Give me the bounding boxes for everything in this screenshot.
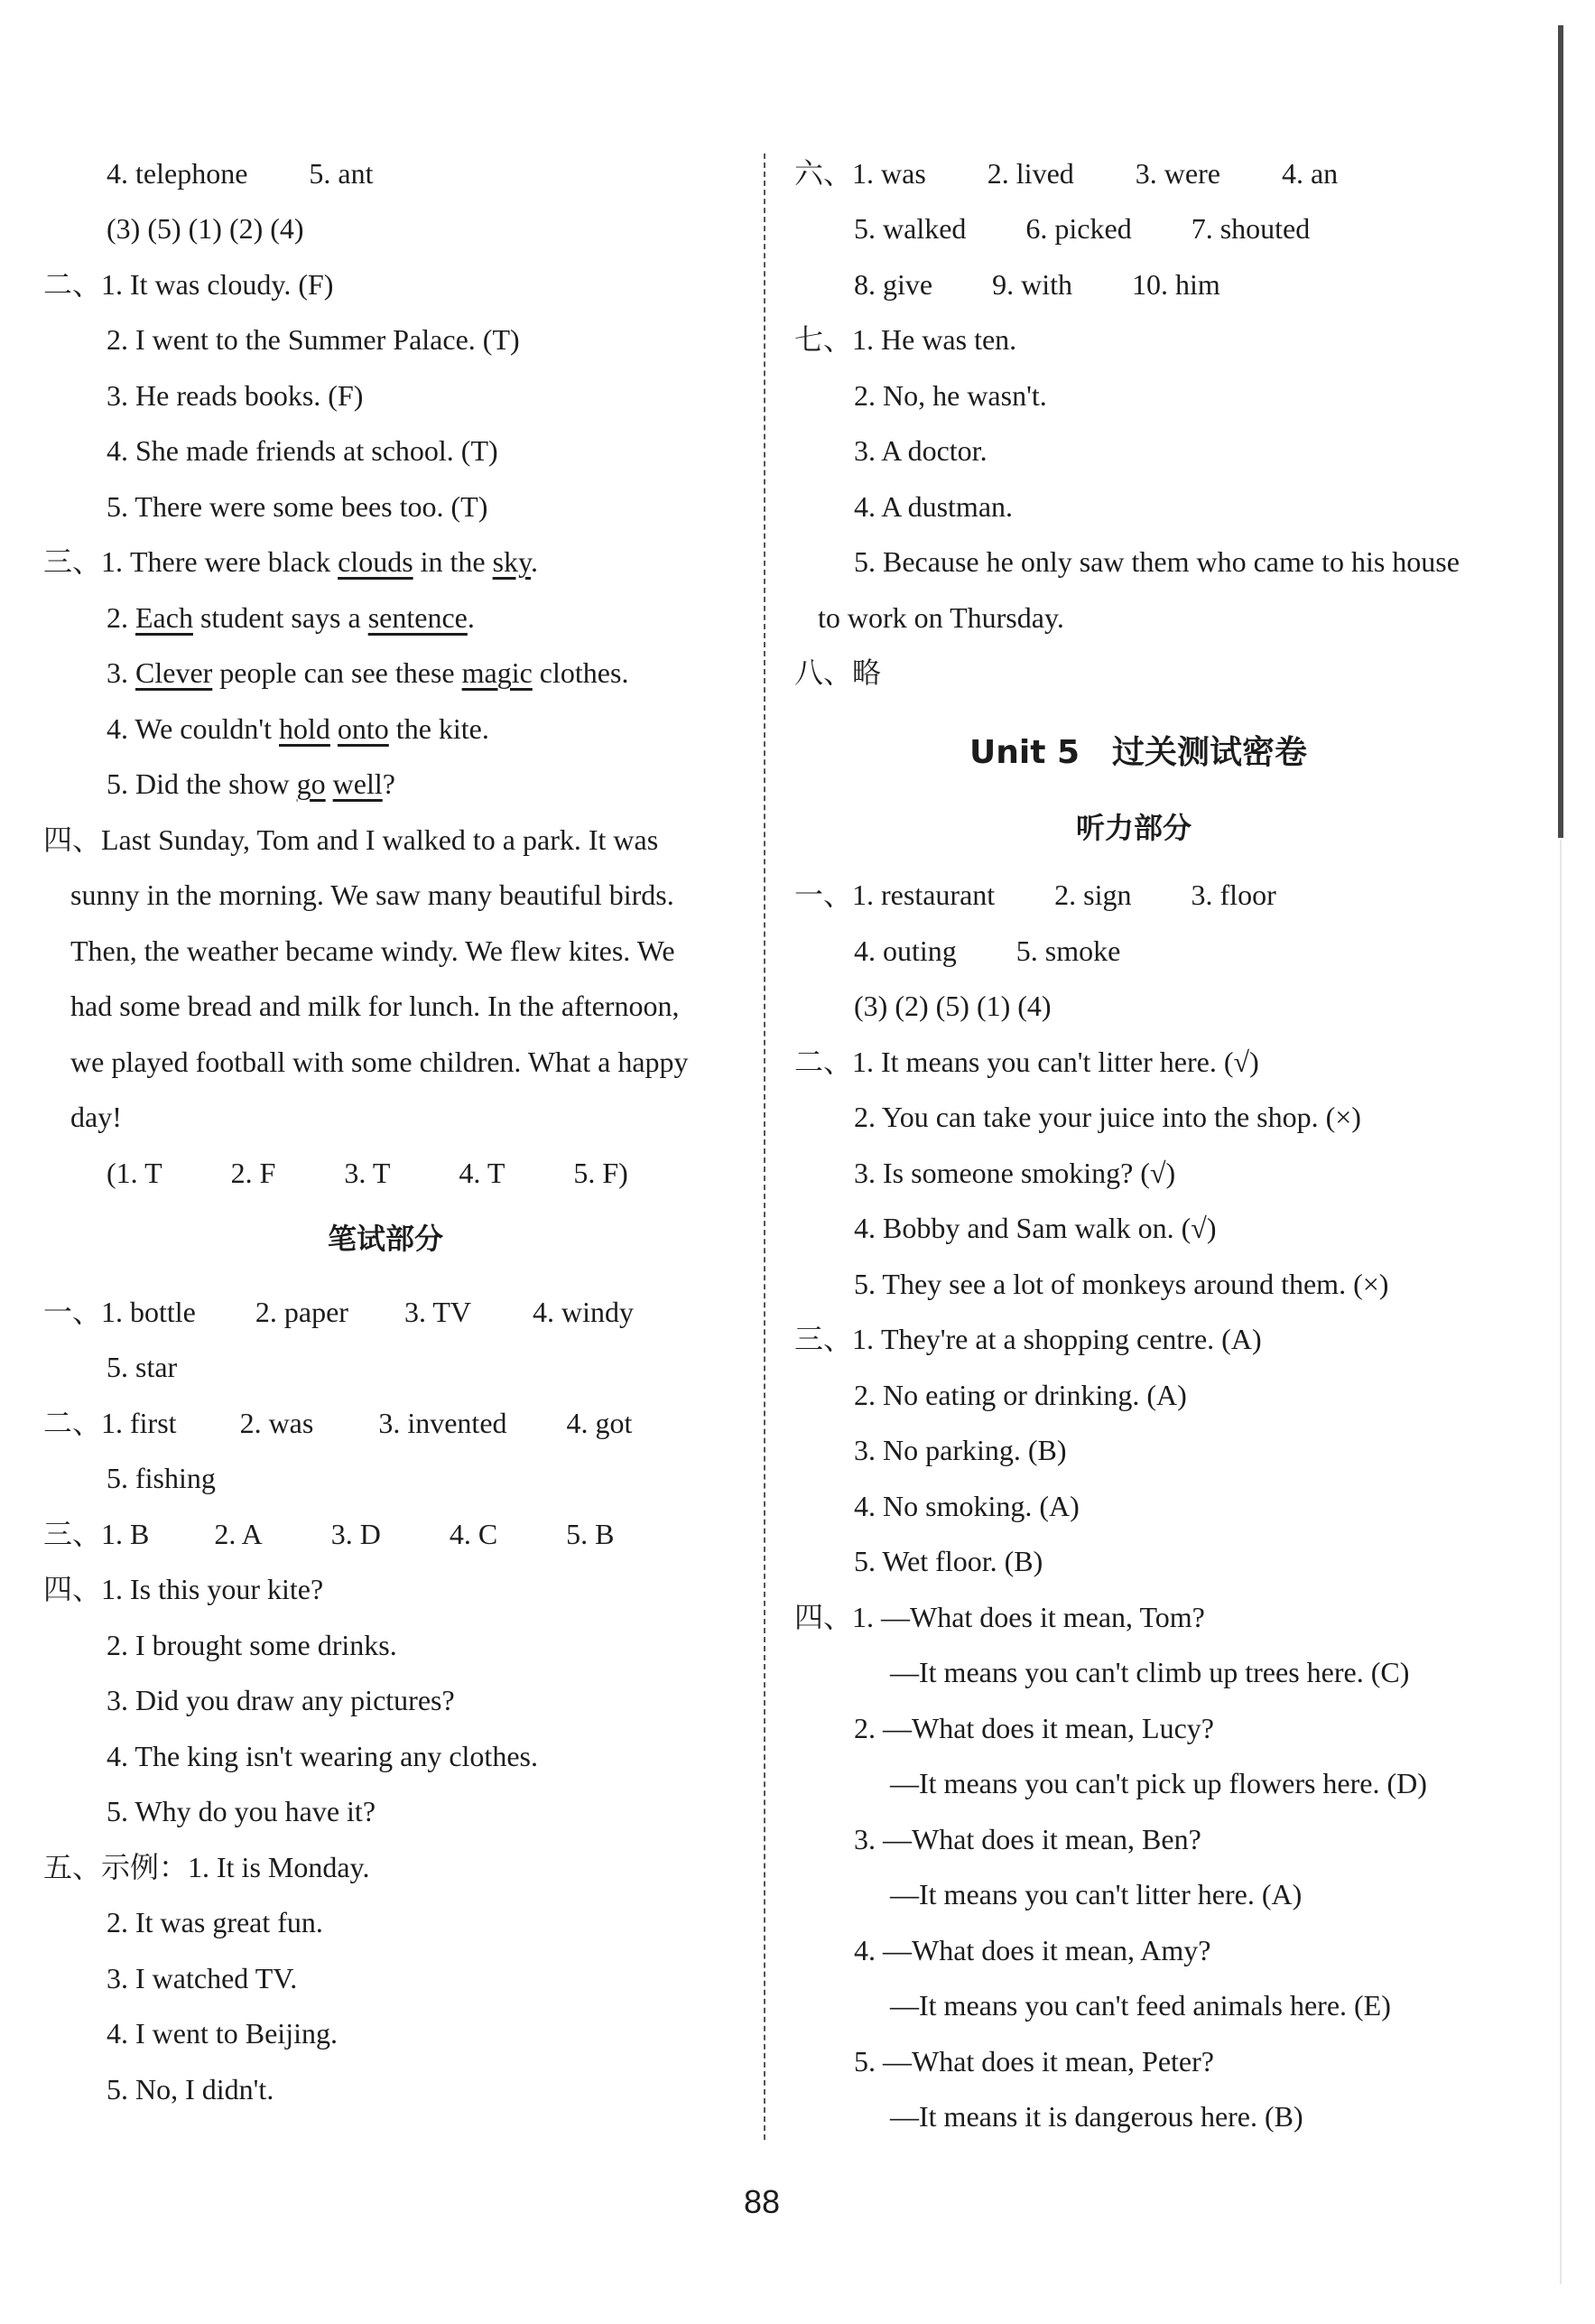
- answer-line: 3. Is someone smoking? (√): [854, 1157, 1176, 1189]
- answer-line: 一、1. restaurant 2. sign 3. floor: [794, 878, 1276, 911]
- answer-line: 2. I brought some drinks.: [107, 1629, 397, 1661]
- answer-line: 3. Did you draw any pictures?: [107, 1684, 455, 1716]
- passage-line: sunny in the morning. We saw many beautiful birds.: [70, 878, 674, 911]
- answer-line: 二、1. first 2. was 3. invented 4. got: [43, 1407, 633, 1439]
- answer-line: —It means you can't pick up flowers here. (D): [890, 1767, 1427, 1799]
- passage-line: 四、Last Sunday, Tom and I walked to a park. It was: [43, 823, 659, 856]
- answer-line: 4. Bobby and Sam walk on. (√): [854, 1212, 1217, 1244]
- answer-line: 8. give 9. with 10. him: [854, 268, 1220, 301]
- page-binding-edge: [1558, 25, 1563, 838]
- answer-line: 5. Wet floor. (B): [854, 1545, 1043, 1577]
- answer-line: 4. I went to Beijing.: [107, 2017, 338, 2050]
- answer-line: 五、示例：1. It is Monday.: [43, 1851, 370, 1883]
- answer-line: 三、1. They're at a shopping centre. (A): [794, 1323, 1262, 1355]
- answer-line: 4. A dustman.: [854, 490, 1014, 523]
- answer-line: 5. fishing: [107, 1462, 216, 1494]
- answer-line: 二、1. It was cloudy. (F): [43, 268, 334, 301]
- answer-line: 4. No smoking. (A): [854, 1490, 1080, 1522]
- answer-line: 3. A doctor.: [854, 434, 988, 467]
- answer-line: 3. No parking. (B): [854, 1434, 1067, 1466]
- answer-line: 3. I watched TV.: [107, 1962, 298, 1994]
- answer-line: 3. —What does it mean, Ben?: [854, 1823, 1201, 1855]
- underlined-sentence: 3. Clever people can see these magic clothes.: [107, 656, 629, 689]
- answer-line: 3. He reads books. (F): [107, 379, 364, 412]
- answer-line: 4. She made friends at school. (T): [107, 434, 498, 467]
- passage-line: Then, the weather became windy. We flew kites. We: [70, 934, 675, 967]
- answer-line: 2. You can take your juice into the shop. (×): [854, 1101, 1361, 1133]
- underlined-sentence: 三、1. There were black clouds in the sky.: [43, 545, 538, 578]
- answer-line: 5. They see a lot of monkeys around them. (×): [854, 1268, 1389, 1300]
- answer-line: (3) (5) (1) (2) (4): [107, 212, 304, 245]
- answer-line: —It means you can't climb up trees here. (C): [890, 1656, 1410, 1688]
- answer-line: 5. walked 6. picked 7. shouted: [854, 212, 1311, 245]
- underlined-sentence: 5. Did the show go well?: [107, 767, 395, 800]
- page-binding-shadow: [1560, 840, 1562, 2284]
- answer-line: 5. Why do you have it?: [107, 1795, 376, 1827]
- answer-line: 二、1. It means you can't litter here. (√): [794, 1046, 1259, 1078]
- answer-line: 一、1. bottle 2. paper 3. TV 4. windy: [43, 1296, 635, 1328]
- answer-line: 4. telephone 5. ant: [107, 157, 374, 190]
- passage-line: we played football with some children. What a happy: [70, 1046, 689, 1078]
- answer-line: 2. No, he wasn't.: [854, 379, 1047, 412]
- answer-line: 4. —What does it mean, Amy?: [854, 1934, 1211, 1966]
- answer-line: 2. I went to the Summer Palace. (T): [107, 323, 520, 356]
- answer-line: 三、1. B 2. A 3. D 4. C 5. B: [43, 1518, 615, 1550]
- answer-line: (3) (2) (5) (1) (4): [854, 990, 1052, 1022]
- answer-line: 5. Because he only saw them who came to his house: [854, 545, 1460, 578]
- answer-line: 4. outing 5. smoke: [854, 934, 1121, 967]
- answer-line: 2. No eating or drinking. (A): [854, 1379, 1187, 1411]
- answer-line: —It means you can't feed animals here. (E): [890, 1989, 1391, 2022]
- answer-line: to work on Thursday.: [818, 601, 1064, 634]
- answer-line: (1. T 2. F 3. T 4. T 5. F): [107, 1157, 628, 1189]
- page-number: 88: [744, 2183, 781, 2220]
- answer-line: 四、1. —What does it mean, Tom?: [794, 1601, 1205, 1633]
- underlined-sentence: 4. We couldn't hold onto the kite.: [107, 712, 489, 745]
- answer-line: 四、1. Is this your kite?: [43, 1573, 324, 1605]
- column-divider: [764, 153, 765, 2140]
- answer-line: 5. star: [107, 1351, 178, 1383]
- section-heading-listening: 听力部分: [1076, 811, 1192, 845]
- answer-line: —It means you can't litter here. (A): [890, 1878, 1303, 1910]
- section-heading-written: 笔试部分: [328, 1222, 444, 1256]
- answer-line: 八、略: [794, 656, 882, 689]
- answer-line: —It means it is dangerous here. (B): [890, 2100, 1303, 2133]
- answer-line: 5. No, I didn't.: [107, 2073, 274, 2106]
- passage-line: day!: [70, 1101, 122, 1133]
- answer-line: 2. —What does it mean, Lucy?: [854, 1712, 1214, 1744]
- answer-line: 2. It was great fun.: [107, 1906, 323, 1938]
- answer-line: 七、1. He was ten.: [794, 323, 1017, 356]
- answer-line: 六、1. was 2. lived 3. were 4. an: [794, 157, 1339, 190]
- answer-line: 5. There were some bees too. (T): [107, 490, 488, 523]
- underlined-sentence: 2. Each student says a sentence.: [107, 601, 475, 634]
- answer-line: 5. —What does it mean, Peter?: [854, 2045, 1214, 2078]
- unit-title: Unit 5 过关测试密卷: [969, 734, 1307, 771]
- answer-line: 4. The king isn't wearing any clothes.: [107, 1740, 538, 1772]
- passage-line: had some bread and milk for lunch. In the afternoon,: [70, 990, 680, 1022]
